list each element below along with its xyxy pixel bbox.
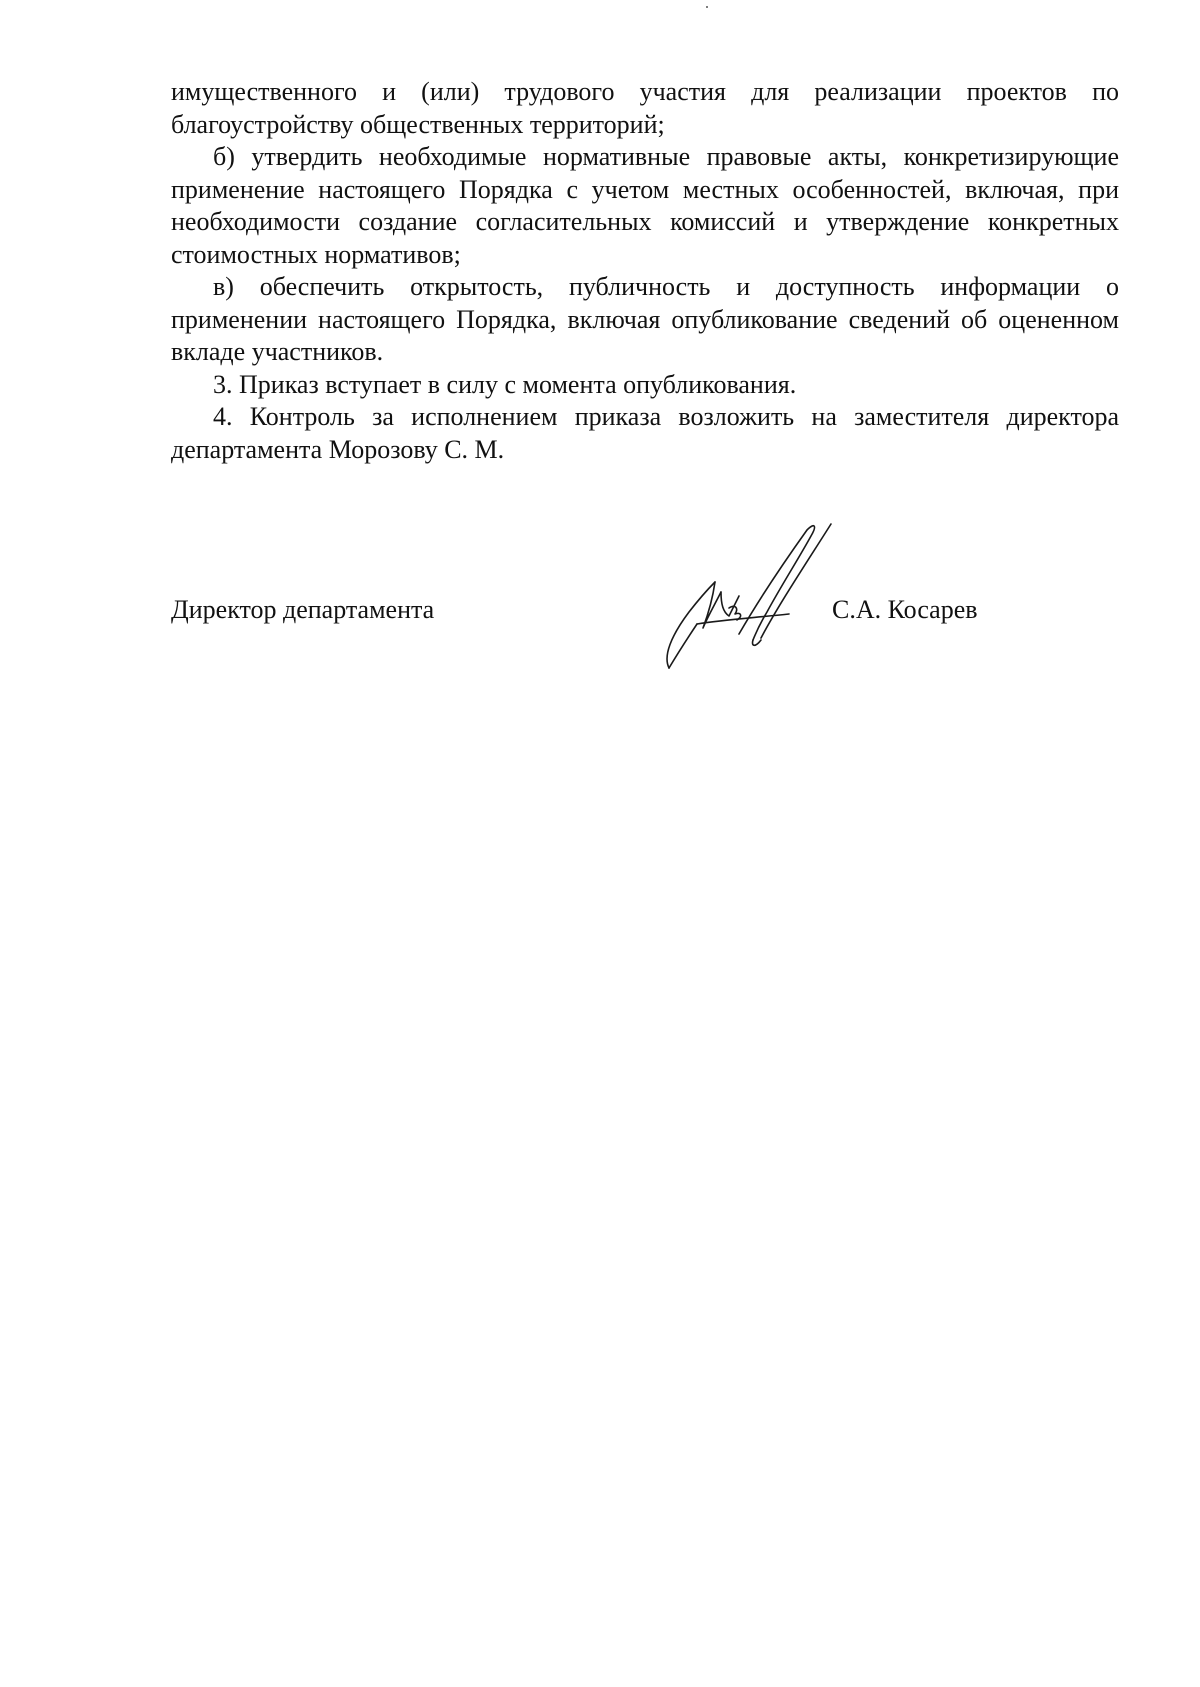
paragraph-item-4: 4. Контроль за исполнением приказа возложить на заместителя директора департамента Морозову С. М. [171, 402, 1119, 464]
paragraph-continuation: имущественного и (или) трудового участия для реализации проектов по благоустройству общественных территорий; [171, 77, 1119, 139]
paragraph-item-b: б) утвердить необходимые нормативные правовые акты, конкретизирующие применение настоящего Порядка с учетом местных особенностей, включая, при необходимости создание согласительных комиссий и утверждение конкретных стоимостных нормативов; [171, 142, 1119, 269]
handwritten-signature [611, 516, 841, 696]
paragraph-item-v: в) обеспечить открытость, публичность и доступность информации о применении настоящего Порядка, включая опубликование сведений об оцененном вкладе участников. [171, 272, 1119, 366]
signatory-name: С.А. Косарев [832, 595, 978, 624]
document-body [171, 76, 1119, 466]
scan-artifact-dot [706, 6, 708, 8]
signatory-title: Директор департамента [171, 595, 435, 624]
signature-block [171, 520, 1119, 700]
paragraph-item-3: 3. Приказ вступает в силу с момента опубликования. [213, 369, 797, 399]
